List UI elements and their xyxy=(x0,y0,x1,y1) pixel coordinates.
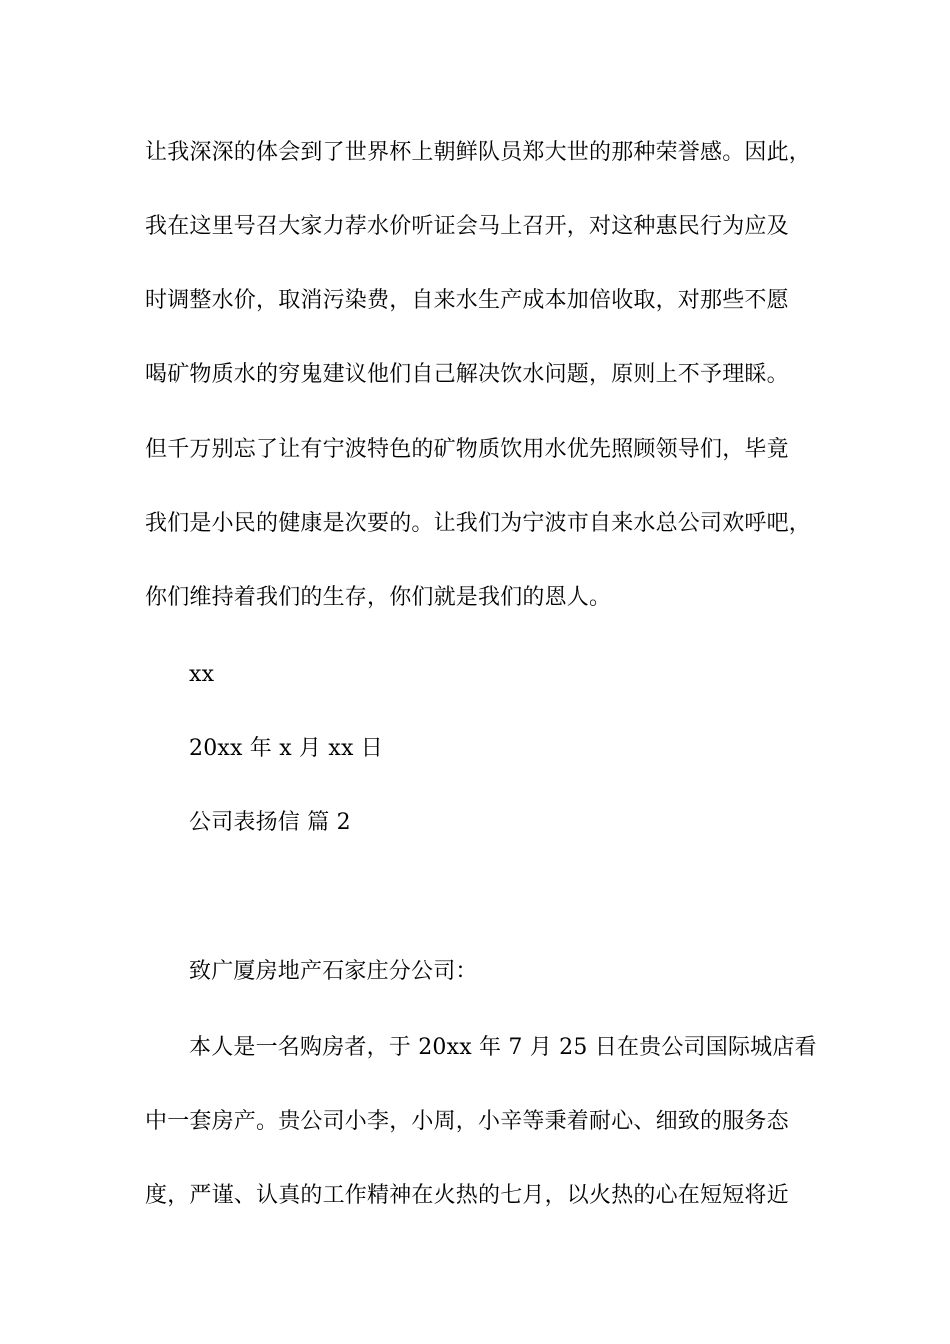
body-text-line: 本人是一名购房者，于 20xx 年 7 月 25 日在贵公司国际城店看 xyxy=(189,1035,817,1060)
body-text-line: 我们是小民的健康是次要的。让我们为宁波市自来水总公司欢呼吧， xyxy=(145,511,812,536)
body-text-line: 中一套房产。贵公司小李，小周，小辛等秉着耐心、细致的服务态 xyxy=(145,1109,789,1134)
salutation: 致广厦房地产石家庄分公司： xyxy=(189,959,478,984)
body-text-line: 但千万别忘了让有宁波特色的矿物质饮用水优先照顾领导们，毕竟 xyxy=(145,437,789,462)
body-text-line: 喝矿物质水的穷鬼建议他们自己解决饮水问题，原则上不予理睬。 xyxy=(145,362,789,387)
body-text-line: 度，严谨、认真的工作精神在火热的七月，以火热的心在短短将近 xyxy=(145,1183,789,1208)
body-text-line: 时调整水价，取消污染费，自来水生产成本加倍收取，对那些不愿 xyxy=(145,288,789,313)
body-text-line: 你们维持着我们的生存，你们就是我们的恩人。 xyxy=(145,585,612,610)
signature: xx xyxy=(189,662,215,687)
date-line: 20xx 年 x 月 xx 日 xyxy=(189,736,383,761)
body-text-line: 让我深深的体会到了世界杯上朝鲜队员郑大世的那种荣誉感。因此， xyxy=(145,140,812,165)
body-text-line: 我在这里号召大家力荐水价听证会马上召开，对这种惠民行为应及 xyxy=(145,214,789,239)
section-title: 公司表扬信 篇 2 xyxy=(189,810,351,835)
